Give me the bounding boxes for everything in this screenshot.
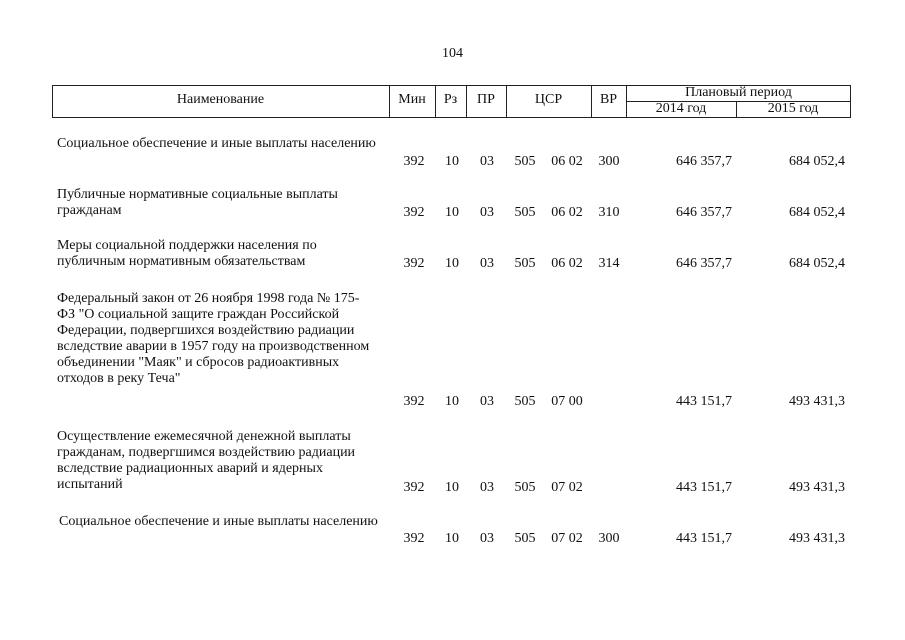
row-csr-2: 07 00 xyxy=(551,394,583,409)
row-min: 392 xyxy=(403,394,425,409)
row-name: Публичные нормативные социальные выплаты гражданам xyxy=(57,187,338,218)
table-row xyxy=(0,291,905,411)
col-header-2014: 2014 год xyxy=(655,101,707,116)
row-rz: 10 xyxy=(445,205,459,220)
row-csr-1: 505 xyxy=(514,480,536,495)
table-header xyxy=(52,85,851,118)
row-pr: 03 xyxy=(480,205,494,220)
table-row xyxy=(0,187,905,221)
row-vr: 310 xyxy=(598,205,620,220)
row-rz: 10 xyxy=(445,154,459,169)
row-pr: 03 xyxy=(480,531,494,546)
row-2014-value: 443 151,7 xyxy=(676,531,732,546)
row-csr-2: 06 02 xyxy=(551,205,583,220)
col-header-2015: 2015 год xyxy=(767,101,819,116)
header-bottom-border xyxy=(52,117,851,118)
row-2015-value: 684 052,4 xyxy=(789,154,845,169)
col-header-vr: ВР xyxy=(599,92,618,107)
row-csr-2: 06 02 xyxy=(551,154,583,169)
row-2015-value: 493 431,3 xyxy=(789,394,845,409)
row-rz: 10 xyxy=(445,394,459,409)
row-name: Социальное обеспечение и иные выплаты населению xyxy=(57,136,376,151)
row-pr: 03 xyxy=(480,256,494,271)
row-rz: 10 xyxy=(445,480,459,495)
col-header-rz: Рз xyxy=(443,92,458,107)
row-pr: 03 xyxy=(480,480,494,495)
row-csr-1: 505 xyxy=(514,394,536,409)
col-header-period: Плановый период xyxy=(685,85,792,100)
row-rz: 10 xyxy=(445,256,459,271)
col-header-name: Наименование xyxy=(176,92,265,107)
row-pr: 03 xyxy=(480,394,494,409)
table-row xyxy=(0,238,905,272)
row-csr-2: 06 02 xyxy=(551,256,583,271)
row-2014-value: 646 357,7 xyxy=(676,154,732,169)
row-csr-1: 505 xyxy=(514,256,536,271)
col-header-pr: ПР xyxy=(477,92,495,107)
row-name: Осуществление ежемесячной денежной выплаты гражданам, подвергшимся воздействию радиации вследствие радиационных аварий и ядерных испытаний xyxy=(57,429,356,492)
row-min: 392 xyxy=(403,256,425,271)
row-min: 392 xyxy=(403,480,425,495)
row-2014-value: 646 357,7 xyxy=(676,256,732,271)
row-2015-value: 493 431,3 xyxy=(789,480,845,495)
row-2014-value: 443 151,7 xyxy=(676,480,732,495)
row-csr-1: 505 xyxy=(514,205,536,220)
row-csr-1: 505 xyxy=(514,154,536,169)
row-name: Социальное обеспечение и иные выплаты населению xyxy=(59,514,378,529)
row-csr-2: 07 02 xyxy=(551,480,583,495)
col-header-csr: ЦСР xyxy=(534,92,563,107)
row-name: Федеральный закон от 26 ноября 1998 года № 175-ФЗ "О социальной защите граждан Российской Федерации, подвергшихся воздействию радиации вследствие аварии в 1957 году на производственном объединении "Маяк" и сбросов радиоактивных отходов в реку Теча" xyxy=(57,291,370,386)
row-pr: 03 xyxy=(480,154,494,169)
row-name: Меры социальной поддержки населения по публичным нормативным обязательствам xyxy=(57,238,317,269)
row-vr: 300 xyxy=(598,531,620,546)
table-row xyxy=(0,429,905,497)
page-number: 104 xyxy=(442,46,463,61)
row-min: 392 xyxy=(403,531,425,546)
row-rz: 10 xyxy=(445,531,459,546)
col-header-min: Мин xyxy=(398,92,426,107)
row-min: 392 xyxy=(403,205,425,220)
row-2014-value: 646 357,7 xyxy=(676,205,732,220)
row-2015-value: 684 052,4 xyxy=(789,256,845,271)
row-vr: 314 xyxy=(598,256,620,271)
table-row xyxy=(0,136,905,170)
row-2015-value: 684 052,4 xyxy=(789,205,845,220)
row-2014-value: 443 151,7 xyxy=(676,394,732,409)
row-csr-1: 505 xyxy=(514,531,536,546)
table-row xyxy=(0,514,905,548)
row-min: 392 xyxy=(403,154,425,169)
row-2015-value: 493 431,3 xyxy=(789,531,845,546)
row-vr: 300 xyxy=(598,154,620,169)
row-csr-2: 07 02 xyxy=(551,531,583,546)
